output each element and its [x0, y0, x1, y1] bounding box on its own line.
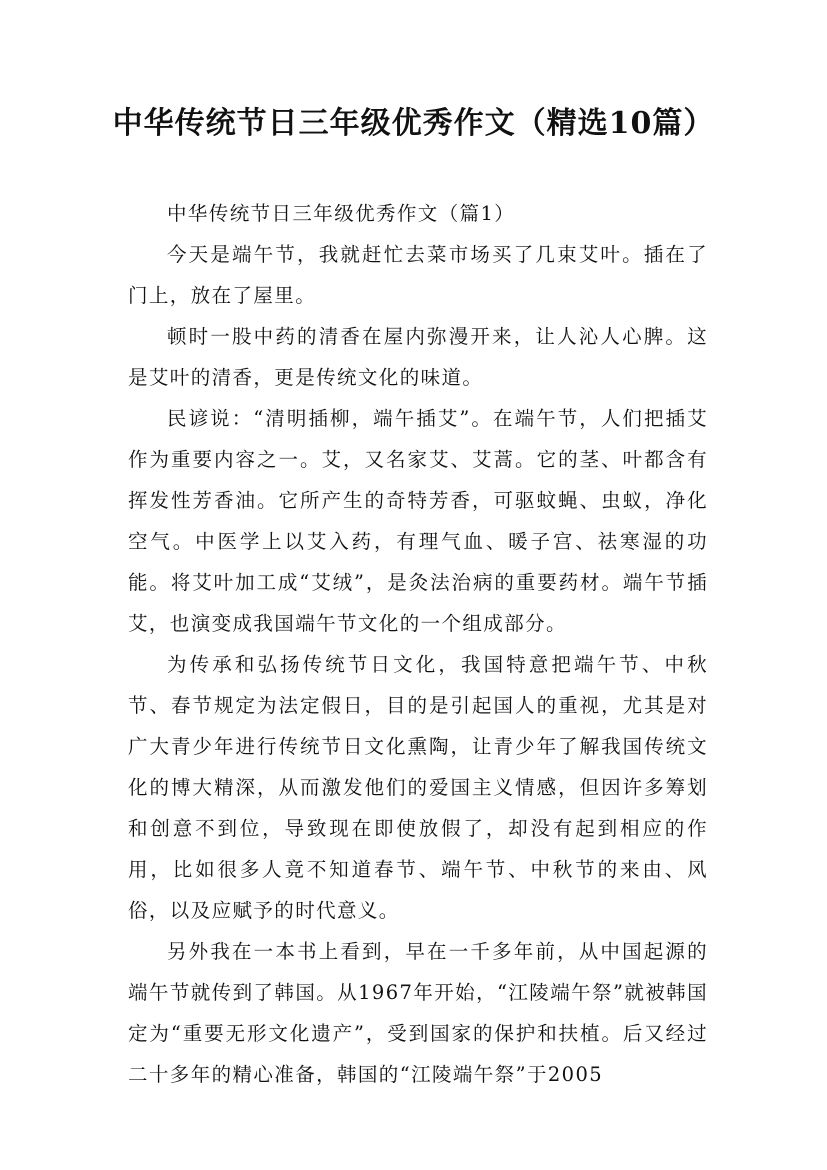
document-body: [128, 193, 708, 1095]
paragraph: 今天是端午节，我就赶忙去菜市场买了几束艾叶。插在了门上，放在了屋里。: [128, 243, 708, 307]
paragraph-subtitle: 中华传统节日三年级优秀作文（篇1）: [167, 202, 516, 225]
document-title: 中华传统节日三年级优秀作文（精选10篇）: [112, 106, 715, 141]
paragraph: 为传承和弘扬传统节日文化，我国特意把端午节、中秋节、春节规定为法定假日，目的是引起国人的重视，尤其是对广大青少年进行传统节日文化熏陶，让青少年了解我国传统文化的博大精深，从而激发他们的爱国主义情感，但因许多筹划和创意不到位，导致现在即使放假了，却没有起到相应的作用，比如很多人竟不知道春节、端午节、中秋节的来由、风俗，以及应赋予的时代意义。: [128, 653, 708, 922]
paragraph: 另外我在一本书上看到，早在一千多年前，从中国起源的端午节就传到了韩国。从1967年开始，“江陵端午祭”就被韩国定为“重要无形文化遗产”，受到国家的保护和扶植。后又经过二十多年的精心准备，韩国的“江陵端午祭”于2005: [128, 940, 708, 1086]
paragraph: 民谚说：“清明插柳，端午插艾”。在端午节，人们把插艾作为重要内容之一。艾，又名家艾、艾蒿。它的茎、叶都含有挥发性芳香油。它所产生的奇特芳香，可驱蚊蝇、虫蚁，净化空气。中医学上以艾入药，有理气血、暖子宫、祛寒湿的功能。将艾叶加工成“艾绒”，是灸法治病的重要药材。端午节插艾，也演变成我国端午节文化的一个组成部分。: [128, 407, 708, 635]
paragraph: 顿时一股中药的清香在屋内弥漫开来，让人沁人心脾。这是艾叶的清香，更是传统文化的味道。: [128, 325, 708, 389]
